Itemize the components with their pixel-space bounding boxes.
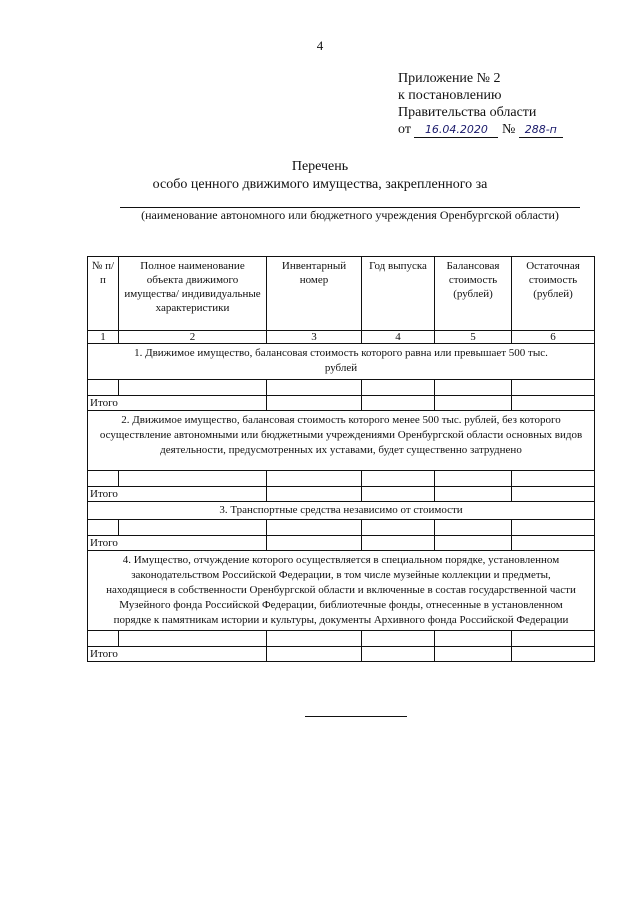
cell <box>362 487 435 502</box>
total-label: Итого <box>88 487 267 502</box>
property-table <box>87 256 595 662</box>
section-4-heading: 4. Имущество, отчуждение которого осуществляется в специальном порядке, установленном законодательством Российской Федерации, в том числе музейные коллекции и предметы, находящиеся в собственности Оренбургской области и включенные в состав государственной части Музейного фонда Российской Федерации, библиотечные фонды, отнесенные в установленном порядке к памятникам истории и культуры, документы Архивного фонда Российской Федерации <box>88 551 595 631</box>
appendix-date-line <box>398 121 563 138</box>
cell <box>267 647 362 662</box>
cell <box>362 631 435 647</box>
cell <box>267 536 362 551</box>
end-divider <box>305 716 407 717</box>
section-row <box>88 502 595 520</box>
cell <box>88 631 119 647</box>
cell <box>362 647 435 662</box>
cell <box>267 471 362 487</box>
section-row <box>88 551 595 631</box>
cell <box>88 471 119 487</box>
cell <box>512 396 595 411</box>
cell <box>88 520 119 536</box>
cell <box>362 396 435 411</box>
total-label: Итого <box>88 647 267 662</box>
page-number: 4 <box>316 38 324 53</box>
appendix-title: Приложение № 2 <box>398 71 501 86</box>
column-number-row <box>88 331 595 344</box>
column-number: 6 <box>512 331 595 344</box>
cell <box>267 631 362 647</box>
cell <box>267 520 362 536</box>
blank-entry-row <box>88 380 595 396</box>
cell <box>435 487 512 502</box>
header-year: Год выпуска <box>362 257 435 331</box>
cell <box>512 536 595 551</box>
cell <box>512 487 595 502</box>
header-inventory: Инвентарный номер <box>267 257 362 331</box>
cell <box>119 380 267 396</box>
header-index: № п/п <box>88 257 119 331</box>
cell <box>435 471 512 487</box>
total-row <box>88 647 595 662</box>
document-title <box>0 158 640 194</box>
column-number: 4 <box>362 331 435 344</box>
blank-entry-row <box>88 520 595 536</box>
institution-caption: (наименование автономного или бюджетного учреждения Оренбургской области) <box>141 208 559 222</box>
cell <box>435 520 512 536</box>
blank-entry-row <box>88 471 595 487</box>
cell <box>267 487 362 502</box>
cell <box>512 520 595 536</box>
cell <box>435 631 512 647</box>
handwritten-date: 16.04.2020 <box>414 123 498 138</box>
section-row <box>88 411 595 471</box>
cell <box>362 380 435 396</box>
cell <box>435 647 512 662</box>
column-number: 1 <box>88 331 119 344</box>
total-label: Итого <box>88 396 267 411</box>
blank-entry-row <box>88 631 595 647</box>
column-number: 5 <box>435 331 512 344</box>
section-1-heading: 1. Движимое имущество, балансовая стоимость которого равна или превышает 500 тыс. рублей <box>88 344 595 380</box>
cell <box>88 380 119 396</box>
cell <box>512 380 595 396</box>
cell <box>512 647 595 662</box>
header-residual: Остаточная стоимость (рублей) <box>512 257 595 331</box>
appendix-line-3: Правительства области <box>398 105 537 120</box>
cell <box>267 380 362 396</box>
column-number: 3 <box>267 331 362 344</box>
cell <box>362 471 435 487</box>
cell <box>512 471 595 487</box>
title-line-1: Перечень <box>291 159 349 174</box>
section-3-heading: 3. Транспортные средства независимо от стоимости <box>88 502 595 520</box>
number-prefix: № <box>501 122 516 137</box>
header-row <box>88 257 595 331</box>
cell <box>119 520 267 536</box>
cell <box>435 396 512 411</box>
appendix-line-2: к постановлению <box>398 88 502 103</box>
cell <box>362 536 435 551</box>
cell <box>512 631 595 647</box>
date-prefix: от <box>398 122 411 137</box>
column-number: 2 <box>119 331 267 344</box>
header-name: Полное наименование объекта движимого имущества/ индивидуальные характеристики <box>119 257 267 331</box>
cell <box>267 396 362 411</box>
handwritten-number: 288-п <box>519 123 563 138</box>
total-label: Итого <box>88 536 267 551</box>
title-line-2: особо ценного движимого имущества, закрепленного за <box>152 177 488 192</box>
cell <box>435 380 512 396</box>
cell <box>119 471 267 487</box>
cell <box>119 631 267 647</box>
appendix-block <box>398 70 563 138</box>
header-balance: Балансовая стоимость (рублей) <box>435 257 512 331</box>
total-row <box>88 487 595 502</box>
cell <box>435 536 512 551</box>
section-2-heading: 2. Движимое имущество, балансовая стоимость которого менее 500 тыс. рублей, без которого осуществление автономными или бюджетными учреждениями Оренбургской области основных видов деятельности, предусмотренных их уставами, будет существенно затруднено <box>88 411 595 471</box>
cell <box>362 520 435 536</box>
total-row <box>88 536 595 551</box>
total-row <box>88 396 595 411</box>
section-row <box>88 344 595 380</box>
